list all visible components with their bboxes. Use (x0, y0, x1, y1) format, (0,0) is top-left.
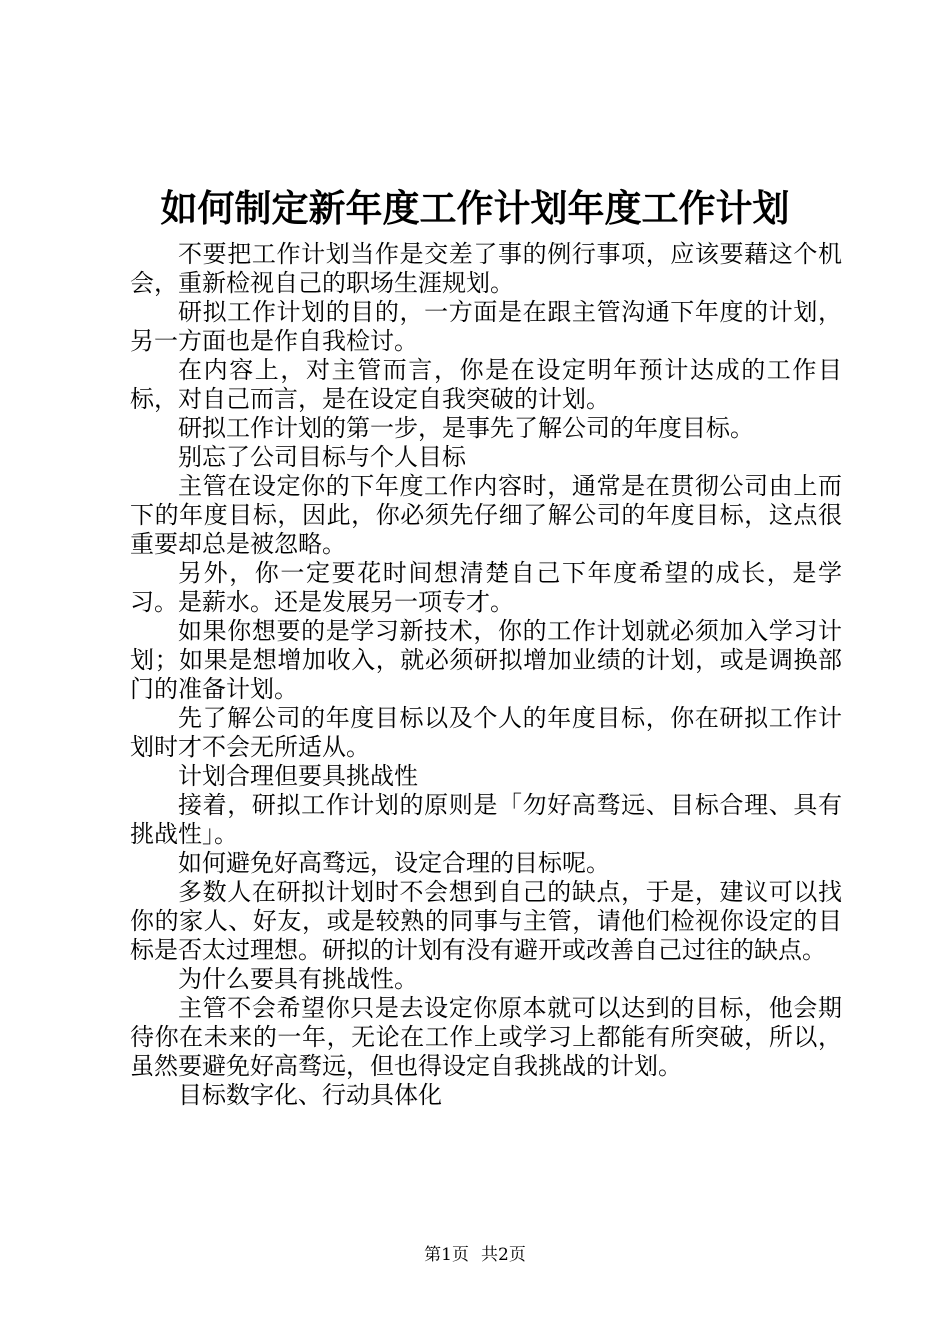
paragraph: 多数人在研拟计划时不会想到自己的缺点，于是，建议可以找你的家人、好友，或是较熟的同事与主管，请他们检视你设定的目标是否太过理想。研拟的计划有没有避开或改善自己过往的缺点。 (130, 878, 842, 964)
page-total: 共2页 (481, 1245, 526, 1265)
paragraph: 研拟工作计划的目的，一方面是在跟主管沟通下年度的计划，另一方面也是作自我检讨。 (130, 298, 842, 355)
paragraph: 在内容上，对主管而言，你是在设定明年预计达成的工作目标，对自己而言，是在设定自我突破的计划。 (130, 356, 842, 413)
paragraph: 主管不会希望你只是去设定你原本就可以达到的目标，他会期待你在未来的一年，无论在工作上或学习上都能有所突破，所以，虽然要避免好高骛远，但也得设定自我挑战的计划。 (130, 994, 842, 1080)
paragraph: 如何避免好高骛远，设定合理的目标呢。 (178, 849, 610, 877)
paragraph: 另外，你一定要花时间想清楚自己下年度希望的成长，是学习。是薪水。还是发展另一项专才。 (130, 559, 842, 616)
paragraph: 先了解公司的年度目标以及个人的年度目标，你在研拟工作计划时才不会无所适从。 (130, 704, 842, 761)
paragraph: 研拟工作计划的第一步，是事先了解公司的年度目标。 (178, 414, 754, 442)
paragraph: 主管在设定你的下年度工作内容时，通常是在贯彻公司由上而下的年度目标，因此，你必须先仔细了解公司的年度目标，这点很重要却总是被忽略。 (130, 472, 842, 558)
section-heading: 计划合理但要具挑战性 (178, 762, 418, 790)
paragraph: 不要把工作计划当作是交差了事的例行事项，应该要藉这个机会，重新检视自己的职场生涯规划。 (130, 240, 842, 297)
section-heading: 别忘了公司目标与个人目标 (178, 443, 466, 471)
page-number: 第1页 (424, 1245, 469, 1265)
section-heading: 目标数字化、行动具体化 (178, 1081, 442, 1109)
page-footer (0, 1243, 950, 1267)
document-title: 如何制定新年度工作计划年度工作计划 (160, 186, 790, 230)
paragraph: 为什么要具有挑战性。 (178, 965, 418, 993)
document-body (130, 240, 842, 1110)
paragraph: 如果你想要的是学习新技术，你的工作计划就必须加入学习计划；如果是想增加收入，就必须研拟增加业绩的计划，或是调换部门的准备计划。 (130, 617, 842, 703)
paragraph: 接着，研拟工作计划的原则是「勿好高骛远、目标合理、具有挑战性」。 (130, 791, 842, 848)
